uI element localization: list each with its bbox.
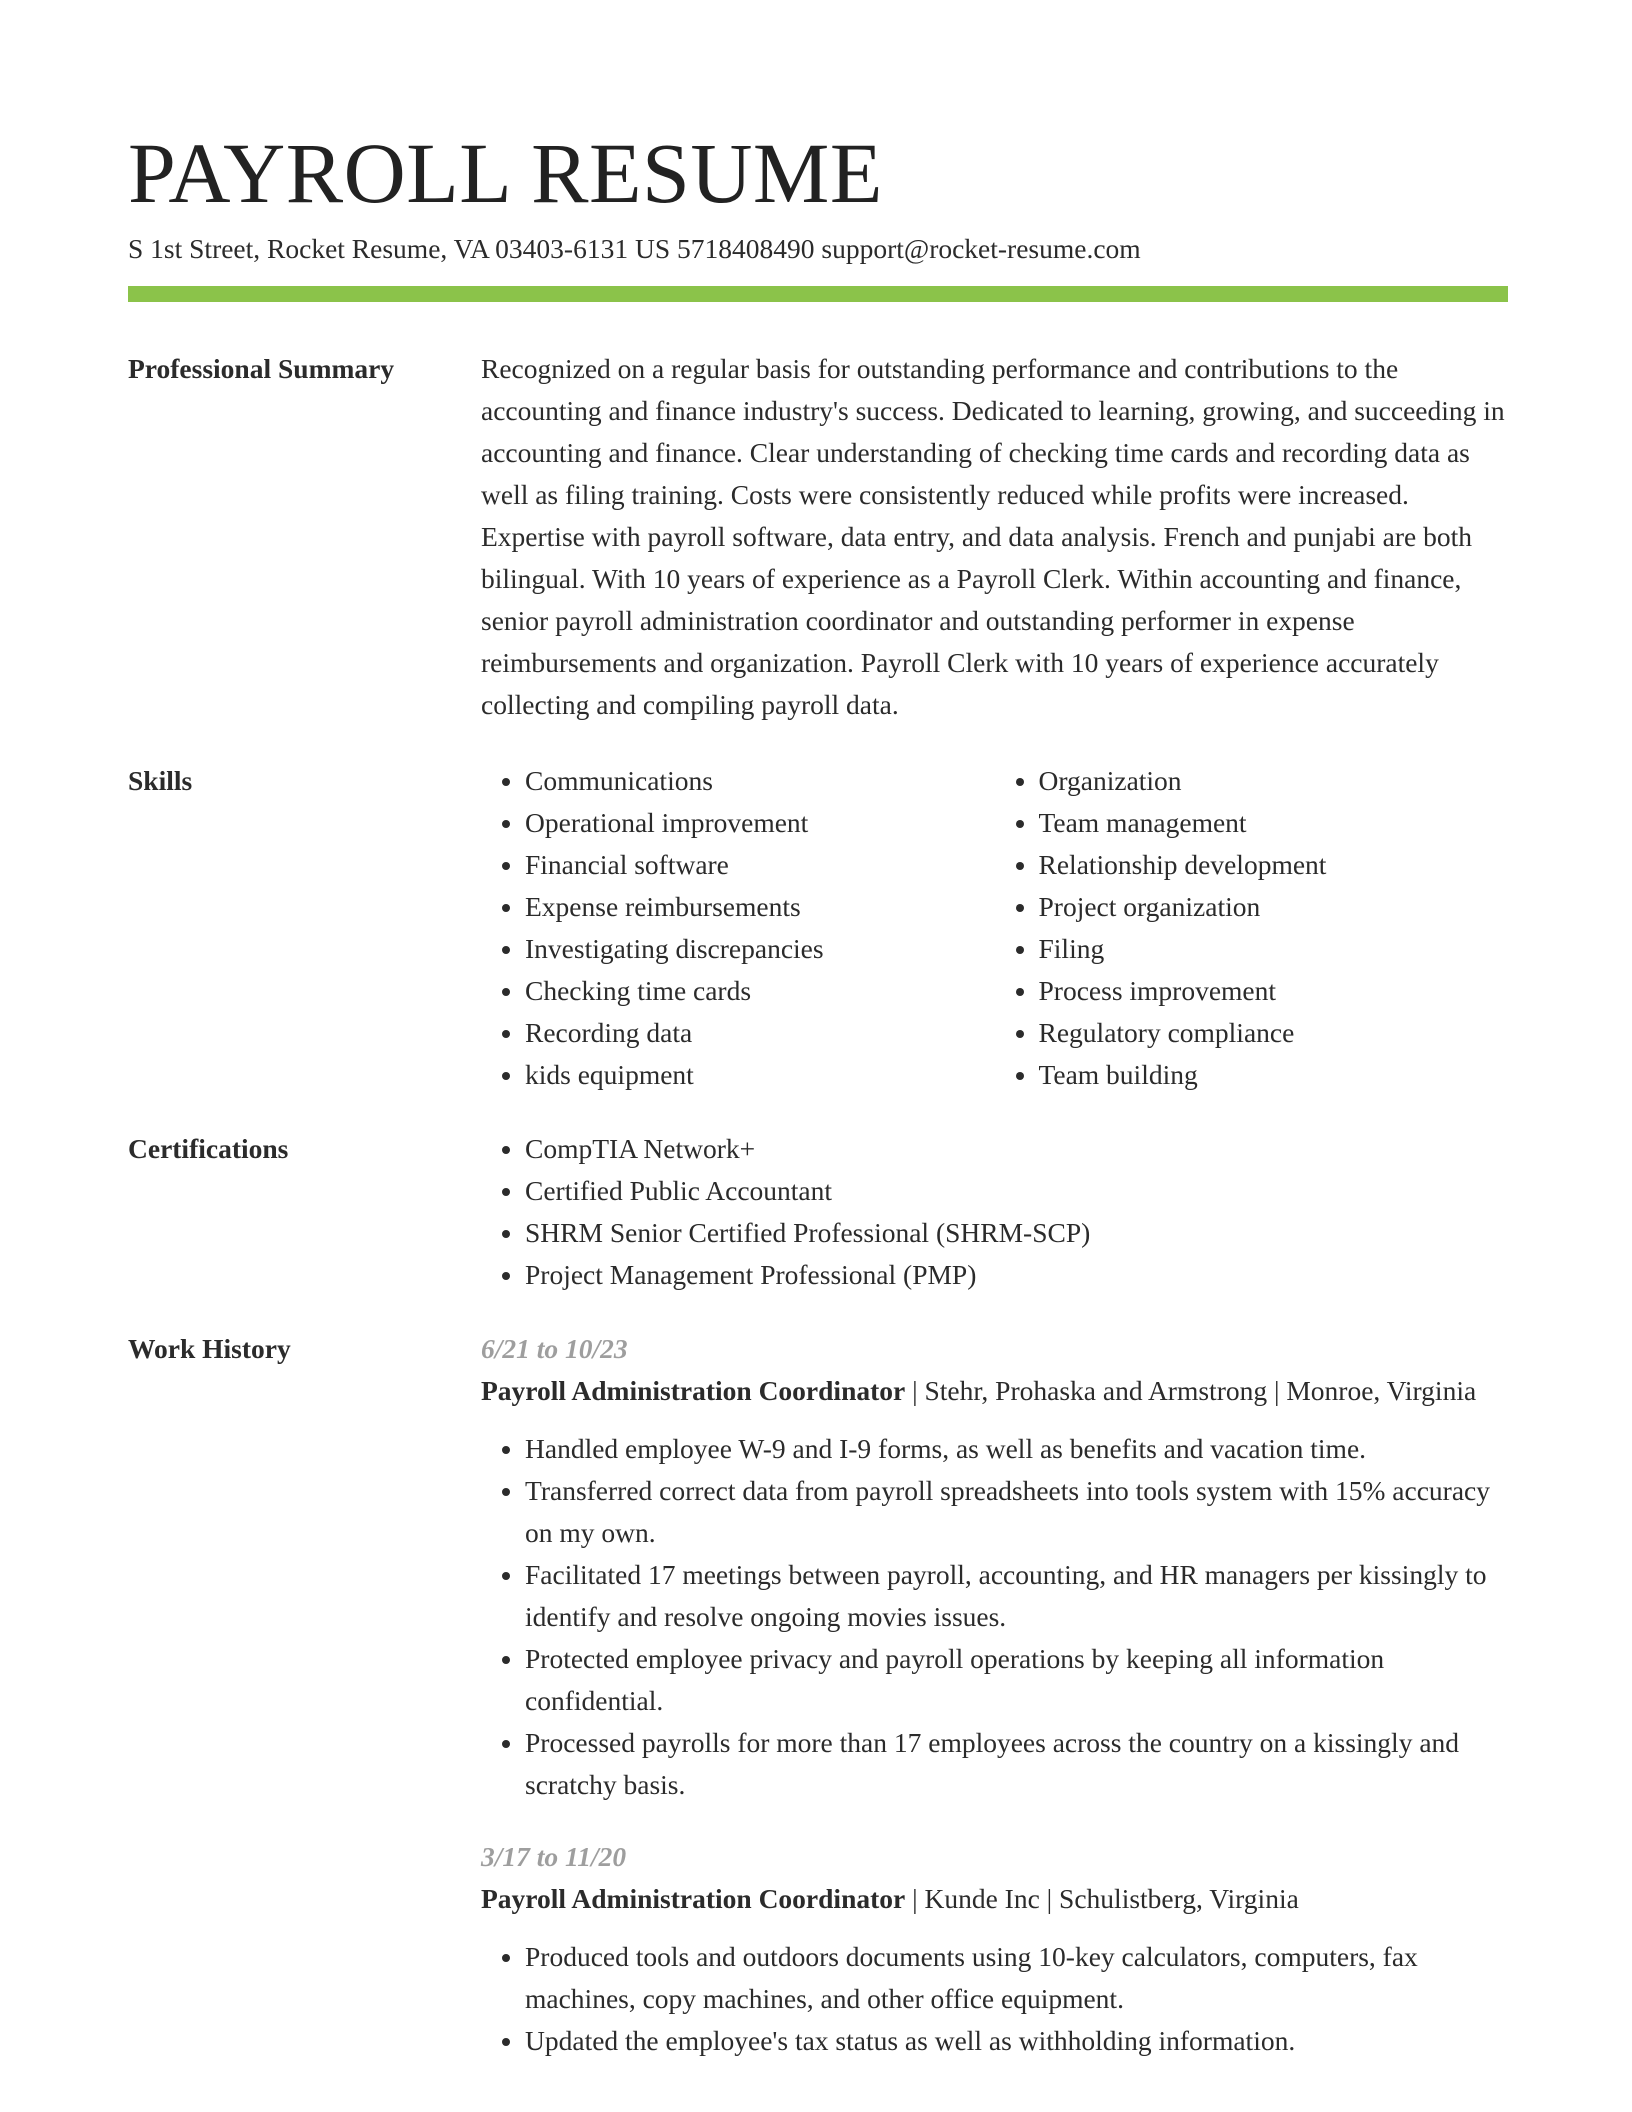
job-bullets (481, 1936, 1508, 2062)
certifications-list (481, 1128, 1508, 1296)
skill-item: • Project organization (1039, 886, 1509, 928)
job-entry (481, 1836, 1508, 2062)
job-header (481, 1370, 1508, 1412)
certifications-label: Certifications (128, 1133, 289, 1164)
job-title: Payroll Administration Coordinator (481, 1375, 906, 1406)
skill-item: • Team building (1039, 1054, 1509, 1096)
summary-body (481, 348, 1508, 726)
skill-item: • Team management (1039, 802, 1509, 844)
job-bullet: • Protected employee privacy and payroll operations by keeping all information confidential. (525, 1638, 1508, 1722)
job-header (481, 1878, 1508, 1920)
skill-item: • kids equipment (525, 1054, 995, 1096)
job-bullet: • Updated the employee's tax status as well as withholding information. (525, 2020, 1508, 2062)
certification-item: • Project Management Professional (PMP) (525, 1254, 1508, 1296)
job-bullet: • Transferred correct data from payroll spreadsheets into tools system with 15% accuracy on my own. (525, 1470, 1508, 1554)
skills-label: Skills (128, 765, 193, 796)
work-history-body (481, 1328, 1508, 2062)
skills-list-left (481, 760, 995, 1096)
resume-title: PAYROLL RESUME (128, 125, 883, 221)
skill-item: • Expense reimbursements (525, 886, 995, 928)
job-bullet: • Produced tools and outdoors documents using 10-key calculators, computers, fax machines, copy machines, and other office equipment. (525, 1936, 1508, 2020)
skills-list-right (995, 760, 1509, 1096)
skills-columns (481, 760, 1508, 1096)
certification-item: • SHRM Senior Certified Professional (SHRM-SCP) (525, 1212, 1508, 1254)
skill-item: • Checking time cards (525, 970, 995, 1012)
job-bullets (481, 1428, 1508, 1806)
skill-item: • Financial software (525, 844, 995, 886)
certification-item: • CompTIA Network+ (525, 1128, 1508, 1170)
skill-item: • Relationship development (1039, 844, 1509, 886)
skills-body (481, 760, 1508, 1096)
certification-item: • Certified Public Accountant (525, 1170, 1508, 1212)
skill-item: • Filing (1039, 928, 1509, 970)
skill-item: • Recording data (525, 1012, 995, 1054)
skill-item: • Process improvement (1039, 970, 1509, 1012)
job-dates: 6/21 to 10/23 (481, 1333, 628, 1364)
skill-item: • Investigating discrepancies (525, 928, 995, 970)
summary-label: Professional Summary (128, 353, 395, 384)
skill-item: • Operational improvement (525, 802, 995, 844)
job-details: | Stehr, Prohaska and Armstrong | Monroe, Virginia (905, 1375, 1477, 1406)
job-dates: 3/17 to 11/20 (481, 1841, 627, 1872)
job-bullet: • Facilitated 17 meetings between payroll, accounting, and HR managers per kissingly to identify and resolve ongoing movies issues. (525, 1554, 1508, 1638)
work-history-label: Work History (128, 1333, 291, 1364)
job-details: | Kunde Inc | Schulistberg, Virginia (905, 1883, 1299, 1914)
contact-line: S 1st Street, Rocket Resume, VA 03403-6131 US 5718408490 support@rocket-resume.com (128, 233, 1141, 264)
certifications-body (481, 1128, 1508, 1296)
skill-item: • Organization (1039, 760, 1509, 802)
summary-text: Recognized on a regular basis for outstanding performance and contributions to the accounting and finance industry's success. Dedicated to learning, growing, and succeeding in accounting and finance. Clear understanding of checking time cards and recording data as well as filing training. Costs were consistently reduced while profits were increased. Expertise with payroll software, data entry, and data analysis. French and punjabi are both bilingual. With 10 years of experience as a Payroll Clerk. Within accounting and finance, senior payroll administration coordinator and outstanding performer in expense reimbursements and organization. Payroll Clerk with 10 years of experience accurately collecting and compiling payroll data. (481, 353, 1505, 720)
job-bullet: • Handled employee W-9 and I-9 forms, as well as benefits and vacation time. (525, 1428, 1508, 1470)
skill-item: • Communications (525, 760, 995, 802)
job-title: Payroll Administration Coordinator (481, 1883, 906, 1914)
header-divider (128, 286, 1508, 302)
job-bullet: • Processed payrolls for more than 17 employees across the country on a kissingly and scratchy basis. (525, 1722, 1508, 1806)
skill-item: • Regulatory compliance (1039, 1012, 1509, 1054)
job-entry (481, 1328, 1508, 1806)
